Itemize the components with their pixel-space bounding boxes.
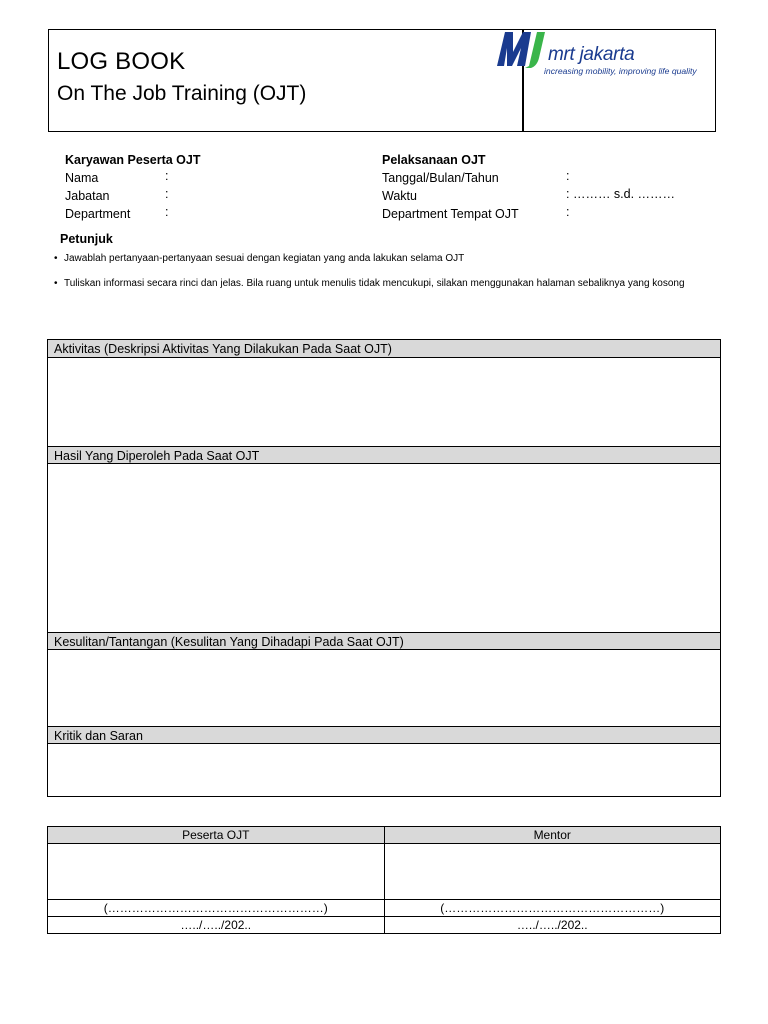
execution-label-time: Waktu [382,189,417,203]
mentor-header: Mentor [384,827,721,844]
logo-text: mrt jakarta [548,44,635,65]
mentor-name-line: (………………………………………………) [384,900,721,917]
feedback-input-area[interactable] [48,744,720,794]
document-subtitle: On The Job Training (OJT) [57,82,307,105]
section-header-difficulties: Kesulitan/Tantangan (Kesulitan Yang Dihadapi Pada Saat OJT) [48,632,720,650]
section-header-feedback: Kritik dan Saran [48,726,720,744]
employee-label-name: Nama [65,171,99,185]
execution-label-department: Department Tempat OJT [382,207,519,221]
participant-header: Peserta OJT [48,827,385,844]
instruction-item: • Jawablah pertanyaan-pertanyaan sesuai dengan kegiatan yang anda lakukan selama OJT [54,253,465,264]
employee-info [65,151,201,223]
mentor-date-line: …../…../202.. [384,917,721,934]
section-header-results: Hasil Yang Diperoleh Pada Saat OJT [48,446,720,464]
participant-name-line: (………………………………………………) [48,900,385,917]
mentor-signature-area[interactable] [384,844,721,900]
signature-table [47,826,721,934]
colon-department: : [165,205,169,219]
participant-date-line: …../…../202.. [48,917,385,934]
execution-label-date: Tanggal/Bulan/Tahun [382,171,499,185]
time-value: : ……… s.d. ……… [566,187,676,201]
instructions-title: Petunjuk [60,232,113,246]
execution-heading: Pelaksanaan OJT [382,153,486,167]
form-sections [47,339,721,797]
colon-position: : [165,187,169,201]
activities-input-area[interactable] [48,358,720,446]
logo-tagline: increasing mobility, improving life quality [544,66,697,76]
employee-heading: Karyawan Peserta OJT [65,153,201,167]
participant-signature-area[interactable] [48,844,385,900]
instruction-item: • Tuliskan informasi secara rinci dan jelas. Bila ruang untuk menulis tidak mencukupi, silakan menggunakan halaman sebaliknya yang kosong [54,278,685,289]
document-title: LOG BOOK [57,48,186,75]
colon-date: : [566,169,570,183]
employee-label-department: Department [65,207,131,221]
execution-info [382,151,519,223]
section-header-activities: Aktivitas (Deskripsi Aktivitas Yang Dilakukan Pada Saat OJT) [48,340,720,358]
colon-ojt-department: : [566,205,570,219]
results-input-area[interactable] [48,464,720,632]
employee-label-position: Jabatan [65,189,110,203]
colon-name: : [165,169,169,183]
difficulties-input-area[interactable] [48,650,720,726]
